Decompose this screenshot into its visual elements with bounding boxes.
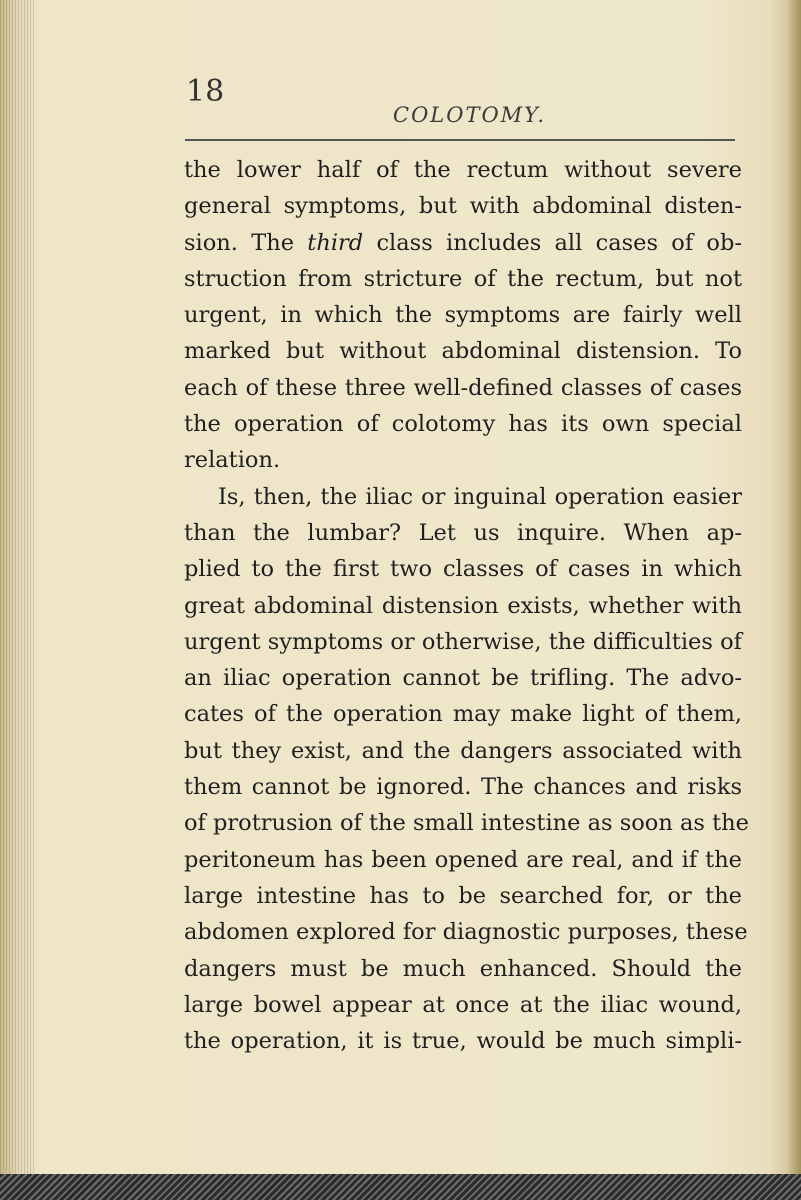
text-line: an iliac operation cannot be trifling. The advo- [184,665,742,692]
text-line: plied to the first two classes of cases in which [184,556,742,583]
text-line: relation. [184,447,281,474]
text-line: struction from stricture of the rectum, but not [184,265,742,292]
text-line: large bowel appear at once at the iliac wound, [184,991,742,1018]
page-edge-right [787,0,801,1200]
body-text [184,152,749,1059]
text-line: each of these three well-defined classes of cases [184,374,742,401]
text-line: large intestine has to be searched for, or the [184,882,742,909]
page-number: 18 [186,74,225,109]
text-line: the operation, it is true, would be much simpli- [184,1028,742,1055]
text-line: dangers must be much enhanced. Should the [184,955,742,982]
text-line: but they exist, and the dangers associated with [184,737,742,764]
header-rule [185,139,735,141]
text-line: abdomen explored for diagnostic purposes, these [184,919,748,946]
emphasis-third: third [307,229,364,256]
text-line: great abdominal distension exists, whether with [184,592,742,619]
text-line: urgent symptoms or otherwise, the difficulties of [184,628,742,655]
text-line: cates of the operation may make light of them, [184,701,742,728]
scanner-bottom-strip [0,1174,801,1200]
text-line: marked but without abdominal distension. To [184,338,742,365]
binding-gutter [0,0,34,1200]
text-line: the lower half of the rectum without severe [184,157,742,183]
text-line: sion. The third class includes all cases of ob- [184,229,742,256]
running-head: COLOTOMY. [393,103,547,127]
text-line: urgent, in which the symptoms are fairly well [184,302,742,329]
text-line: Is, then, the iliac or inguinal operation easier [218,483,742,510]
text-line: than the lumbar? Let us inquire. When ap- [184,519,742,546]
text-line: peritoneum has been opened are real, and if the [184,846,742,873]
text-line: general symptoms, but with abdominal disten- [184,193,742,220]
text-line: of protrusion of the small intestine as soon as the [184,810,749,837]
text-line: the operation of colotomy has its own special [184,411,742,438]
text-line: them cannot be ignored. The chances and risks [184,774,742,801]
